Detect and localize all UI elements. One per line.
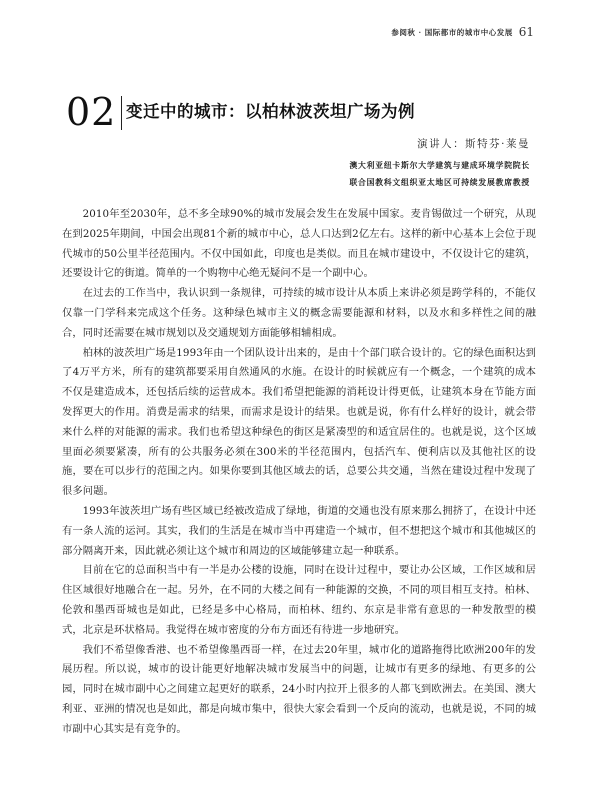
page-number: 61 xyxy=(518,25,534,39)
paragraph: 目前在它的总面积当中有一半是办公楼的设施，同时在设计过程中，要让办公区域，工作区域和居住区域很好地融合在一起。另外，在不同的大楼之间有一种能源的交换，不同的项目相互支持。柏林、伦敦和墨西哥城也是如此，已经是多中心格局，而柏林、纽约、东京是非常有意思的一种发散型的模式，北京是环状格局。我觉得在城市密度的分布方面还有待进一步地研究。 xyxy=(62,564,536,636)
article-body xyxy=(62,205,536,740)
byline xyxy=(349,136,530,191)
affiliation-1: 澳大利亚纽卡斯尔大学建筑与建成环境学院院长 xyxy=(349,161,530,170)
speaker-line: 演讲人：斯特芬·莱曼 xyxy=(417,138,530,150)
paragraph: 1993年波茨坦广场有些区域已经被改造成了绿地，街道的交通也没有原来那么拥挤了，在设计中还有一条人流的运河。其实，我们的生活是在城市当中再建造一个城市，但不想把这个城市和其他城区的部分隔离开来，因此就必须让这个城市和周边的区域能够建立起一种联系。 xyxy=(62,504,536,557)
paragraph: 2010年至2030年，总不多全球90%的城市发展会发生在发展中国家。麦肯锡做过一个研究，从现在到2025年期间，中国会出现81个新的城市中心，总人口达到2亿左右。这样的新中心基本上会位于现代城市的50公里半径范围内。不仅中国如此，印度也是类似。而且在城市建设中，不仅设计它的建筑，还要设计它的街道。简单的一个购物中心绝无疑问不是一个副中心。 xyxy=(62,208,536,280)
affiliation-2: 联合国教科文组织亚太地区可持续发展教席教授 xyxy=(349,178,530,187)
running-head-title: 参阅秋 · 国际都市的城市中心发展 xyxy=(391,27,513,37)
paragraph: 在过去的工作当中，我认识到一条规律，可持续的城市设计从本质上来讲必须是跨学科的，不能仅仅靠一门学科来完成这个任务。这种绿色城市主义的概念需要能源和材料，以及水和多样性之间的融合，同时还需要在城市规划以及交通规划方面能够相辅相成。 xyxy=(62,287,536,339)
chapter-title: 变迁中的城市：以柏林波茨坦广场为例 xyxy=(126,102,415,121)
paragraph: 柏林的波茨坦广场是1993年由一个团队设计出来的，是由十个部门联合设计的。它的绿色面积达到了4万平方米，所有的建筑都要采用自然通风的水施。在设计的时候就应有一个概念，一个建筑的成本不仅是建造成本，还包括后续的运营成本。我们希望把能源的消耗设计得更低，让建筑本身在节能方面发挥更大的作用。消费是需求的结果，而需求是设计的结果。也就是说，你有什么样好的设计，就会带来什么样的对能源的需求。我们也希望这种绿色的街区是紧凑型的和适宜居住的。也就是说，这个区域里面必须要紧凑，所有的公共服务必须在300米的半径范围内，包括汽车、便利店以及其他社区的设施，要在可以步行的范围之内。如果你要到其他区域去的话，总要公共交通，当然在建设过程中发现了很多问题。 xyxy=(62,346,536,498)
running-head xyxy=(0,22,600,42)
chapter-number: 02 xyxy=(66,90,117,134)
paragraph: 我们不希望像香港、也不希望像墨西哥一样，在过去20年里，城市化的道路拖得比欧洲200年的发展历程。所以说，城市的设计能更好地解决城市发展当中的问题，让城市有更多的绿地、有更多的公园，同时在城市副中心之间建立起更好的联系，24小时内拉开上很多的人都飞到欧洲去。在美国、澳大利亚、亚洲的情况也是如此，都是向城市集中，很快大家会看到一个反向的流动，也就是说，不同的城市副中心其实是有竞争的。 xyxy=(62,643,536,735)
chapter-divider xyxy=(121,96,122,130)
